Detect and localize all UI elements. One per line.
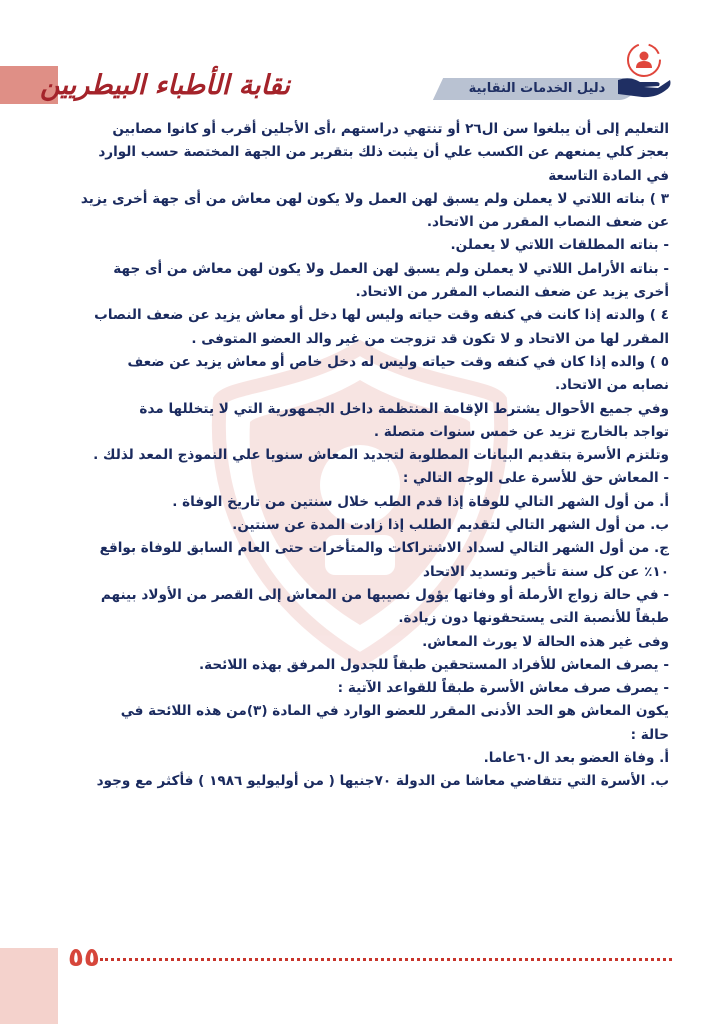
body-line: بعجز كلي يمنعهم عن الكسب علي أن يثبت ذلك بتقرير من الجهة المختصة حسب الوارد	[98, 144, 669, 161]
syndicate-logo: نقابة الأطباء البيطريين	[40, 70, 290, 101]
body-line: وتلتزم الأسرة بتقديم البيانات المطلوبة لتجديد المعاش سنويا علي النموذج المعد لذلك .	[93, 447, 669, 464]
body-line: حالة :	[630, 726, 669, 743]
side-strip-accent	[0, 948, 58, 1024]
body-line: أ. وفاة العضو بعد ال٦٠عاما.	[483, 750, 669, 767]
body-line: - في حالة زواج الأرملة أو وفاتها يؤول نصيبها من المعاش إلى القصر من الأولاد بينهم	[100, 586, 669, 603]
body-line: وفى غير هذه الحالة لا يورث المعاش.	[422, 633, 669, 650]
body-line: - بناته الأرامل اللاتي لا يعملن ولم يسبق لهن العمل ولا يكون لهن معاش من أى جهة	[113, 260, 669, 277]
body-line: - المعاش حق للأسرة على الوجه التالي :	[402, 470, 669, 487]
body-line: ٣ ) بناته اللاتي لا يعملن ولم يسبق لهن العمل ولا يكون لهن معاش من أى جهة أخرى يزيد	[80, 190, 669, 207]
body-line: - بناته المطلقات اللاتي لا يعملن.	[450, 237, 669, 254]
body-line: نصابه من الاتحاد.	[555, 377, 669, 394]
body-line: المقرر لها من الاتحاد و لا تكون قد تزوجت من غير والد العضو المتوفى .	[191, 330, 669, 347]
body-line: عن ضعف النصاب المقرر من الاتحاد.	[426, 214, 669, 231]
body-line: ج. من أول الشهر التالي لسداد الاشتراكات والمتأخرات حتى العام السابق للوفاة بواقع	[99, 540, 669, 557]
footer-dotted-rule	[100, 958, 672, 961]
user-in-hand-icon	[612, 40, 674, 102]
body-line: - يصرف المعاش للأفراد المستحقين طبقاً للجدول المرفق بهذه اللائحة.	[198, 656, 669, 673]
body-line: التعليم إلى أن يبلغوا سن ال٢٦ أو تنتهي دراستهم ،أى الأجلين أقرب أو كانوا مصابين	[112, 121, 669, 137]
body-line: تواجد بالخارج تزيد عن خمس سنوات متصلة .	[373, 423, 669, 440]
header-title: دليل الخدمات النقابية	[468, 81, 606, 96]
body-line: في المادة التاسعة	[548, 167, 669, 184]
body-line: ١٠٪ عن كل سنة تأخير وتسديد الاتحاد	[423, 563, 669, 580]
body-line: أ. من أول الشهر التالي للوفاة إذا قدم الطب خلال سنتين من تاريخ الوفاة .	[172, 493, 669, 510]
body-line: أخرى يزيد عن ضعف النصاب المقرر من الاتحاد.	[355, 284, 669, 301]
body-line: - يصرف صرف معاش الأسرة طبقاً للقواعد الآتية :	[337, 680, 669, 697]
body-line: ٤ ) والدته إذا كانت في كنفه وقت حياته وليس لها دخل أو معاش يزيد عن ضعف النصاب	[94, 307, 669, 324]
body-line: ٥ ) والده إذا كان في كنفه وقت حياته وليس له دخل خاص أو معاش يزيد عن ضعف	[127, 353, 669, 370]
page-body-text	[64, 118, 669, 794]
page-number: ٥٥	[68, 943, 100, 973]
body-line: يكون المعاش هو الحد الأدنى المقرر للعضو الوارد في المادة (٣)من هذه اللائحة في	[120, 703, 669, 720]
body-line: ب. من أول الشهر التالي لتقديم الطلب إذا زادت المدة عن سنتين.	[232, 517, 669, 534]
body-line: وفي جميع الأحوال يشترط الإقامة المنتظمة داخل الجمهورية التي لا يتخللها مدة	[139, 400, 669, 417]
body-line: طبقاً للأنصبة التى يستحقونها دون زيادة.	[398, 610, 669, 627]
body-line: ب. الأسرة التي تتقاضي معاشا من الدولة ٧٠جنيها ( من أوليوليو ١٩٨٦ ) فأكثر مع وجود	[96, 773, 669, 790]
